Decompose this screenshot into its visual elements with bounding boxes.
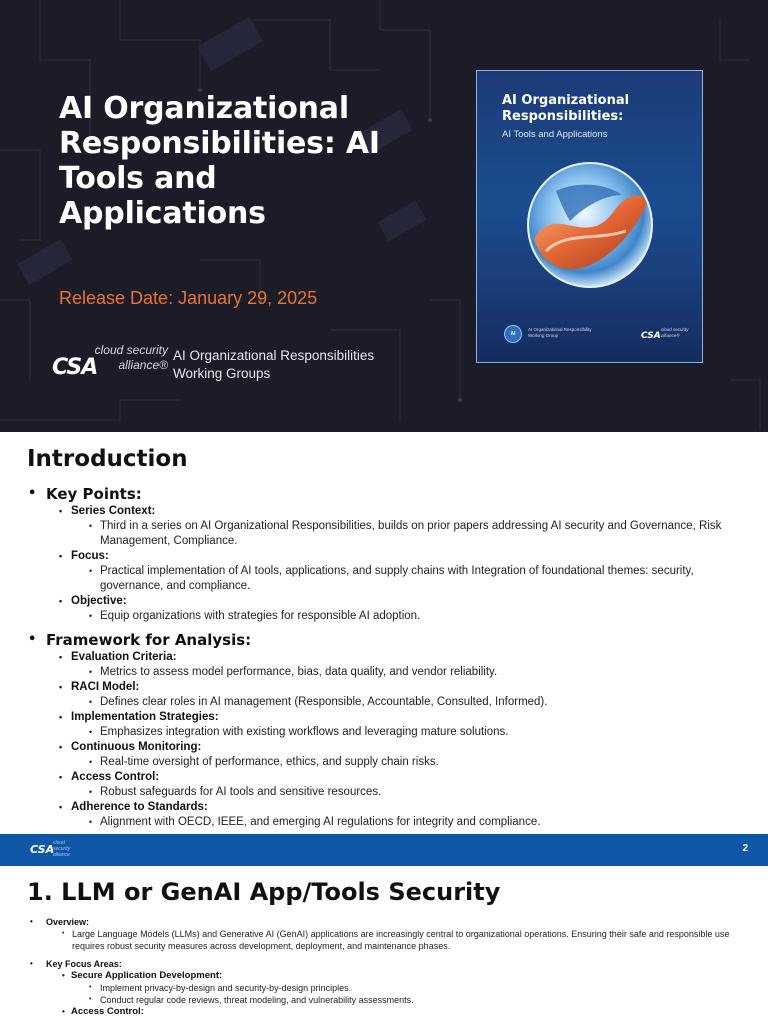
- cover-csa-logo-mark: CSA: [641, 331, 661, 341]
- outline-detail: • Real-time oversight of performance, ethics, and supply chain risks.: [28, 755, 748, 770]
- outline-detail: • Defines clear roles in AI management (Responsible, Accountable, Consulted, Informed).: [28, 695, 748, 710]
- outline-subheading: • Access Control:: [28, 770, 748, 785]
- overview-label: • Overview:: [30, 916, 745, 928]
- outline-subheading: • Evaluation Criteria:: [28, 650, 748, 665]
- focus-detail: • Implement privacy-by-design and security-by-design principles.: [30, 982, 745, 994]
- focus-areas-label: • Key Focus Areas:: [30, 958, 745, 970]
- introduction-slide: [0, 432, 768, 834]
- csa-logo-mark: CSA: [52, 355, 98, 380]
- presentation-title: AI Organizational Responsibilities: AI Tools and Applications: [59, 91, 380, 231]
- outline-detail: • Emphasizes integration with existing workflows and leveraging mature solutions.: [28, 725, 748, 740]
- outline-subheading: • Series Context:: [28, 504, 748, 519]
- focus-detail: • Conduct regular code reviews, threat modeling, and vulnerability assessments.: [30, 994, 745, 1006]
- cover-csa-logo-words: cloud security alliance®: [661, 327, 689, 338]
- llm-security-slide: [0, 866, 768, 1024]
- footer-csa-logo-words: cloud security alliance: [53, 840, 71, 858]
- framework-heading: • Framework for Analysis:: [28, 630, 748, 650]
- outline-subheading: • RACI Model:: [28, 680, 748, 695]
- working-group-name: AI Organizational Responsibilities Working Groups: [173, 348, 375, 381]
- section-heading: 1. LLM or GenAI App/Tools Security: [27, 878, 501, 906]
- cover-orb-artwork: [526, 161, 654, 289]
- outline-detail: • Alignment with OECD, IEEE, and emerging AI regulations for integrity and compliance.: [28, 815, 748, 830]
- outline-detail: • Practical implementation of AI tools, applications, and supply chains with Integration of foundational themes: security, governance, and compliance.: [28, 564, 748, 594]
- section-outline: [30, 916, 745, 1018]
- cover-title: AI Organizational Responsibilities:: [502, 93, 630, 124]
- outline-subheading: • Implementation Strategies:: [28, 710, 748, 725]
- outline-subheading: • Continuous Monitoring:: [28, 740, 748, 755]
- outline-subheading: • Focus:: [28, 549, 748, 564]
- csa-logo: [52, 343, 170, 389]
- page-number: 2: [742, 843, 748, 854]
- title-slide: [0, 0, 768, 432]
- introduction-outline: [28, 484, 748, 830]
- footer-csa-logo-mark: CSA: [30, 843, 55, 856]
- outline-subheading: • Objective:: [28, 594, 748, 609]
- outline-detail: • Robust safeguards for AI tools and sensitive resources.: [28, 785, 748, 800]
- key-points-heading: • Key Points:: [28, 484, 748, 504]
- overview-text: • Large Language Models (LLMs) and Generative AI (GenAI) applications are increasingly central to organizational operations. Ensuring their safe and responsible use requires robust security measures across development, deployment, and maintenance phases.: [30, 928, 745, 952]
- working-group-badge: AI: [504, 325, 522, 343]
- outline-detail: • Metrics to assess model performance, bias, data quality, and vendor reliability.: [28, 665, 748, 680]
- outline-detail: • Equip organizations with strategies for responsible AI adoption.: [28, 609, 748, 624]
- csa-logo-words: cloud security alliance®: [94, 343, 168, 372]
- focus-subheading: • Secure Application Development:: [30, 970, 745, 982]
- cover-working-group-text: AI Organizational Responsibility Working Group: [528, 327, 592, 338]
- outline-subheading: • Adherence to Standards:: [28, 800, 748, 815]
- introduction-heading: Introduction: [27, 446, 188, 472]
- outline-detail: • Third in a series on AI Organizational Responsibilities, builds on prior papers addressing AI security and Governance, Risk Management, Compliance.: [28, 519, 748, 549]
- focus-subheading: • Access Control:: [30, 1006, 745, 1018]
- report-cover-thumbnail: [476, 70, 703, 363]
- slide-footer-band: [0, 834, 768, 866]
- release-date: Release Date: January 29, 2025: [59, 288, 318, 308]
- cover-subtitle: AI Tools and Applications: [502, 129, 608, 140]
